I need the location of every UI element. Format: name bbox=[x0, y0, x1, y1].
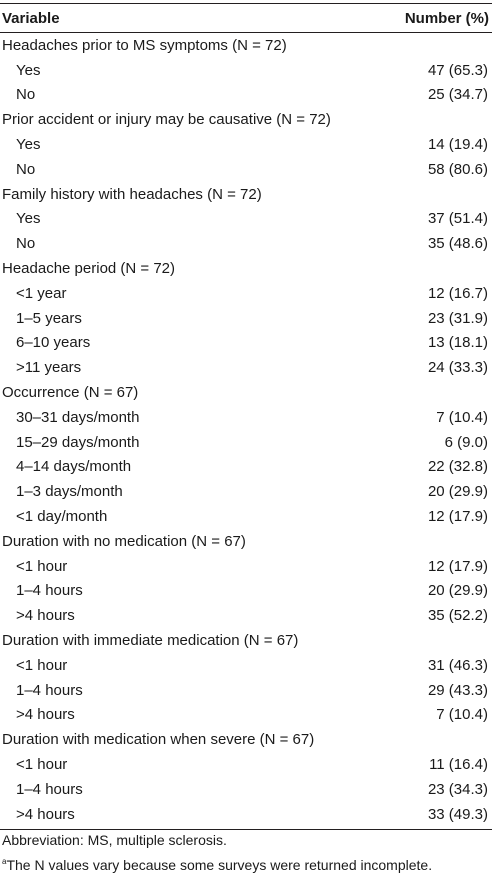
table-row bbox=[0, 405, 492, 430]
header-number: Number (%) bbox=[404, 9, 489, 27]
table-row bbox=[0, 207, 492, 232]
table-section-row bbox=[0, 107, 492, 132]
table-row bbox=[0, 430, 492, 455]
row-label: >4 hours bbox=[16, 805, 75, 823]
row-label: Duration with medication when severe (N = 67) bbox=[2, 731, 315, 749]
abbreviation-note: Abbreviation: MS, multiple sclerosis. bbox=[2, 831, 227, 848]
header-variable: Variable bbox=[2, 9, 60, 27]
row-label: 1–4 hours bbox=[16, 681, 83, 699]
table-row bbox=[0, 802, 492, 827]
row-label: >4 hours bbox=[16, 706, 75, 724]
row-label: 4–14 days/month bbox=[16, 458, 132, 476]
row-value: 29 (43.3) bbox=[427, 681, 488, 699]
table-row bbox=[0, 777, 492, 802]
row-value: 6 (9.0) bbox=[444, 433, 488, 451]
row-value: 24 (33.3) bbox=[427, 359, 488, 377]
table-row bbox=[0, 579, 492, 604]
n-values-note bbox=[2, 851, 492, 872]
row-value: 23 (34.3) bbox=[427, 780, 488, 798]
row-value: 13 (18.1) bbox=[427, 334, 488, 352]
row-label: 15–29 days/month bbox=[16, 433, 140, 451]
row-label: <1 year bbox=[16, 284, 67, 302]
table-body bbox=[0, 33, 492, 827]
row-value: 12 (16.7) bbox=[427, 284, 488, 302]
row-value: 20 (29.9) bbox=[427, 582, 488, 600]
row-label: >4 hours bbox=[16, 607, 75, 625]
row-label: 1–4 hours bbox=[16, 780, 83, 798]
table-row bbox=[0, 504, 492, 529]
table-section-row bbox=[0, 33, 492, 58]
row-value: 31 (46.3) bbox=[427, 656, 488, 674]
row-value: 20 (29.9) bbox=[427, 483, 488, 501]
table-row bbox=[0, 703, 492, 728]
row-value: 25 (34.7) bbox=[427, 86, 488, 104]
table-row bbox=[0, 58, 492, 83]
table-row bbox=[0, 281, 492, 306]
row-label: Family history with headaches (N = 72) bbox=[2, 185, 262, 203]
table-row bbox=[0, 479, 492, 504]
row-label: <1 day/month bbox=[16, 508, 108, 526]
row-label: Occurrence (N = 67) bbox=[2, 384, 139, 402]
table-section-row bbox=[0, 182, 492, 207]
row-label: Headache period (N = 72) bbox=[2, 260, 176, 278]
row-value: 22 (32.8) bbox=[427, 458, 488, 476]
table-row bbox=[0, 355, 492, 380]
row-value: 58 (80.6) bbox=[427, 160, 488, 178]
row-value: 14 (19.4) bbox=[427, 136, 488, 154]
row-label: 6–10 years bbox=[16, 334, 91, 352]
table-row bbox=[0, 653, 492, 678]
table-row bbox=[0, 157, 492, 182]
row-label: No bbox=[16, 235, 36, 253]
table-row bbox=[0, 678, 492, 703]
row-label: Headaches prior to MS symptoms (N = 72) bbox=[2, 36, 287, 54]
row-value: 12 (17.9) bbox=[427, 557, 488, 575]
table-row bbox=[0, 455, 492, 480]
row-value: 11 (16.4) bbox=[429, 756, 488, 773]
table-section-row bbox=[0, 256, 492, 281]
row-label: Duration with no medication (N = 67) bbox=[2, 532, 246, 550]
row-label: Yes bbox=[16, 61, 41, 79]
row-value: 47 (65.3) bbox=[427, 61, 488, 79]
row-label: <1 hour bbox=[16, 756, 68, 773]
table-section-row bbox=[0, 380, 492, 405]
table-footnotes bbox=[0, 830, 492, 872]
row-label: <1 hour bbox=[16, 557, 68, 575]
row-label: Yes bbox=[16, 136, 41, 154]
row-value: 12 (17.9) bbox=[427, 508, 488, 526]
row-value: 7 (10.4) bbox=[436, 408, 488, 426]
row-label: 1–5 years bbox=[16, 309, 82, 327]
table-row bbox=[0, 603, 492, 628]
row-label: 1–4 hours bbox=[16, 582, 83, 600]
row-label: No bbox=[16, 86, 36, 104]
table-section-row bbox=[0, 529, 492, 554]
row-label: Prior accident or injury may be causative (N = 72) bbox=[2, 111, 331, 129]
table-section-row bbox=[0, 727, 492, 752]
table-section-row bbox=[0, 628, 492, 653]
row-value: 7 (10.4) bbox=[436, 706, 488, 724]
table-row bbox=[0, 752, 492, 777]
row-label: >11 years bbox=[16, 359, 82, 377]
row-value: 33 (49.3) bbox=[427, 805, 488, 823]
row-value: 35 (52.2) bbox=[427, 607, 488, 625]
row-label: <1 hour bbox=[16, 656, 68, 674]
table-row bbox=[0, 132, 492, 157]
row-label: Yes bbox=[16, 210, 41, 228]
row-value: 23 (31.9) bbox=[427, 309, 488, 327]
row-label: 30–31 days/month bbox=[16, 408, 140, 426]
table-row bbox=[0, 83, 492, 108]
row-label: 1–3 days/month bbox=[16, 483, 123, 501]
note-text: The N values vary because some surveys were returned incomplete. bbox=[6, 856, 433, 873]
row-label: No bbox=[16, 160, 36, 178]
note-marker: a bbox=[2, 856, 7, 866]
table-header bbox=[0, 4, 492, 32]
row-value: 35 (48.6) bbox=[427, 235, 488, 253]
table-row bbox=[0, 554, 492, 579]
table-row bbox=[0, 306, 492, 331]
table-row bbox=[0, 331, 492, 356]
row-value: 37 (51.4) bbox=[427, 210, 488, 228]
row-label: Duration with immediate medication (N = 67) bbox=[2, 632, 299, 650]
table-row bbox=[0, 231, 492, 256]
